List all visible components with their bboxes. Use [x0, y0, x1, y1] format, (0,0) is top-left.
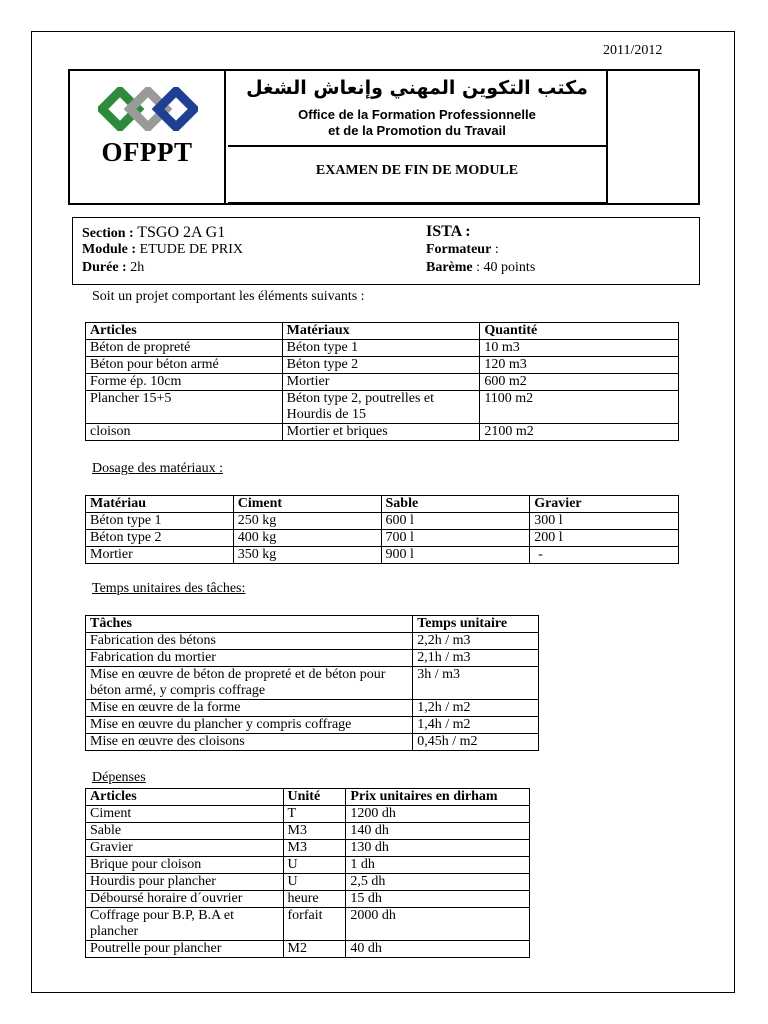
exam-title: EXAMEN DE FIN DE MODULE — [315, 163, 519, 178]
table-cell: cloison — [86, 424, 283, 441]
module-row — [82, 242, 243, 258]
column-header: Gravier — [530, 496, 679, 513]
table-cell: 40 dh — [346, 941, 530, 958]
table-cell: Poutrelle pour plancher — [86, 941, 284, 958]
table-cell: Béton type 1 — [282, 340, 480, 357]
table-cell: Béton type 1 — [86, 513, 234, 530]
table-cell: Ciment — [86, 806, 284, 823]
duree-label: Durée : — [82, 260, 127, 275]
table-row — [86, 700, 539, 717]
table-cell: Déboursé horaire d´ouvrier — [86, 891, 284, 908]
table-cell: Brique pour cloison — [86, 857, 284, 874]
table-cell: 140 dh — [346, 823, 530, 840]
table-cell: Fabrication des bétons — [86, 633, 413, 650]
column-header: Tâches — [86, 616, 413, 633]
section-value: TSGO 2A G1 — [137, 224, 226, 241]
table-row — [86, 530, 679, 547]
table-cell: 1,4h / m2 — [413, 717, 539, 734]
divider — [228, 145, 606, 147]
table-row — [86, 391, 679, 424]
ofppt-logo-icon — [98, 87, 198, 131]
table-row — [86, 823, 530, 840]
table-cell: 130 dh — [346, 840, 530, 857]
table-row — [86, 891, 530, 908]
table-cell: 2100 m2 — [480, 424, 679, 441]
table-cell: Mise en œuvre du plancher y compris coffrage — [86, 717, 413, 734]
table-cell: 2000 dh — [346, 908, 530, 941]
table-header-row — [86, 789, 530, 806]
exam-info-box — [72, 217, 700, 285]
table-row — [86, 717, 539, 734]
table-cell: Mise en œuvre de la forme — [86, 700, 413, 717]
school-year: 2011/2012 — [603, 43, 663, 58]
articles-table — [85, 322, 679, 441]
table-cell: heure — [283, 891, 346, 908]
column-header: Ciment — [233, 496, 381, 513]
bareme-label: Barème — [426, 260, 473, 275]
table-cell: Béton type 2, poutrelles et Hourdis de 15 — [282, 391, 480, 424]
table-cell: 1,2h / m2 — [413, 700, 539, 717]
blank-cell — [606, 71, 698, 203]
table-cell: Béton type 2 — [282, 357, 480, 374]
ista-row — [426, 223, 471, 241]
table-cell: Béton type 2 — [86, 530, 234, 547]
table-row — [86, 908, 530, 941]
column-header: Matériau — [86, 496, 234, 513]
office-line-2: et de la Promotion du Travail — [328, 123, 506, 138]
column-header: Quantité — [480, 323, 679, 340]
bareme-value: : 40 points — [476, 260, 536, 275]
table-row — [86, 513, 679, 530]
table-cell: 3h / m3 — [413, 667, 539, 700]
table-cell: U — [283, 874, 346, 891]
table-cell: Hourdis pour plancher — [86, 874, 284, 891]
table-cell: Mortier — [86, 547, 234, 564]
table-cell: 10 m3 — [480, 340, 679, 357]
table-cell: Béton de propreté — [86, 340, 283, 357]
table-header-row — [86, 496, 679, 513]
table-cell: Béton pour béton armé — [86, 357, 283, 374]
column-header: Articles — [86, 789, 284, 806]
ista-label: ISTA : — [426, 223, 471, 240]
table-cell: Mortier — [282, 374, 480, 391]
table-cell: Plancher 15+5 — [86, 391, 283, 424]
table-row — [86, 374, 679, 391]
table-cell: - — [530, 547, 679, 564]
column-header: Prix unitaires en dirham — [346, 789, 530, 806]
table-row — [86, 424, 679, 441]
intro-text: Soit un projet comportant les éléments suivants : — [92, 289, 365, 304]
table-row — [86, 547, 679, 564]
dosage-title: Dosage des matériaux : — [92, 461, 224, 476]
column-header: Articles — [86, 323, 283, 340]
office-line-1: Office de la Formation Professionnelle — [298, 107, 536, 122]
table-cell: Sable — [86, 823, 284, 840]
table-row — [86, 667, 539, 700]
column-header: Unité — [283, 789, 346, 806]
formateur-row — [426, 242, 499, 258]
temps-table — [85, 615, 539, 751]
temps-title: Temps unitaires des tâches: — [92, 581, 246, 596]
arabic-title: مكتب التكوين المهني وإنعاش الشغل — [246, 77, 588, 99]
table-row — [86, 941, 530, 958]
divider — [228, 202, 606, 204]
depenses-title: Dépenses — [92, 770, 146, 785]
table-cell: 2,1h / m3 — [413, 650, 539, 667]
table-cell: Coffrage pour B.P, B.A et plancher — [86, 908, 284, 941]
table-cell: 1100 m2 — [480, 391, 679, 424]
table-row — [86, 357, 679, 374]
table-cell: T — [283, 806, 346, 823]
column-header: Temps unitaire — [413, 616, 539, 633]
exam-header — [68, 69, 700, 205]
title-cell — [228, 71, 606, 203]
table-cell: 15 dh — [346, 891, 530, 908]
duree-row — [82, 260, 144, 276]
formateur-label: Formateur — [426, 242, 492, 257]
table-cell: Fabrication du mortier — [86, 650, 413, 667]
logo-cell — [70, 71, 226, 203]
table-cell: Mortier et briques — [282, 424, 480, 441]
table-header-row — [86, 323, 679, 340]
table-header-row — [86, 616, 539, 633]
table-row — [86, 874, 530, 891]
table-cell: 400 kg — [233, 530, 381, 547]
table-cell: 120 m3 — [480, 357, 679, 374]
table-cell: 350 kg — [233, 547, 381, 564]
table-cell: Gravier — [86, 840, 284, 857]
table-row — [86, 840, 530, 857]
table-cell: Mise en œuvre de béton de propreté et de béton pour béton armé, y compris coffrage — [86, 667, 413, 700]
table-row — [86, 806, 530, 823]
table-cell: 1200 dh — [346, 806, 530, 823]
table-cell: 300 l — [530, 513, 679, 530]
table-cell: 200 l — [530, 530, 679, 547]
module-label: Module : — [82, 242, 137, 257]
table-row — [86, 633, 539, 650]
column-header: Sable — [381, 496, 530, 513]
column-header: Matériaux — [282, 323, 480, 340]
table-cell: 900 l — [381, 547, 530, 564]
table-row — [86, 650, 539, 667]
table-cell: 700 l — [381, 530, 530, 547]
table-cell: Mise en œuvre des cloisons — [86, 734, 413, 751]
table-cell: 0,45h / m2 — [413, 734, 539, 751]
table-row — [86, 857, 530, 874]
bareme-row — [426, 260, 535, 276]
depenses-table — [85, 788, 530, 958]
section-row — [82, 224, 225, 242]
table-row — [86, 734, 539, 751]
table-cell: 600 l — [381, 513, 530, 530]
table-cell: Forme ép. 10cm — [86, 374, 283, 391]
table-cell: 250 kg — [233, 513, 381, 530]
table-cell: M3 — [283, 823, 346, 840]
table-cell: 600 m2 — [480, 374, 679, 391]
table-cell: 1 dh — [346, 857, 530, 874]
table-row — [86, 340, 679, 357]
module-value: ETUDE DE PRIX — [139, 242, 243, 257]
formateur-value: : — [494, 242, 499, 257]
section-label: Section : — [82, 226, 134, 241]
logo-text: OFPPT — [101, 137, 193, 167]
duree-value: 2h — [130, 260, 145, 275]
table-cell: forfait — [283, 908, 346, 941]
dosage-table — [85, 495, 679, 564]
table-cell: 2,2h / m3 — [413, 633, 539, 650]
office-name — [228, 107, 606, 139]
table-cell: M3 — [283, 840, 346, 857]
table-cell: 2,5 dh — [346, 874, 530, 891]
table-cell: M2 — [283, 941, 346, 958]
table-cell: U — [283, 857, 346, 874]
